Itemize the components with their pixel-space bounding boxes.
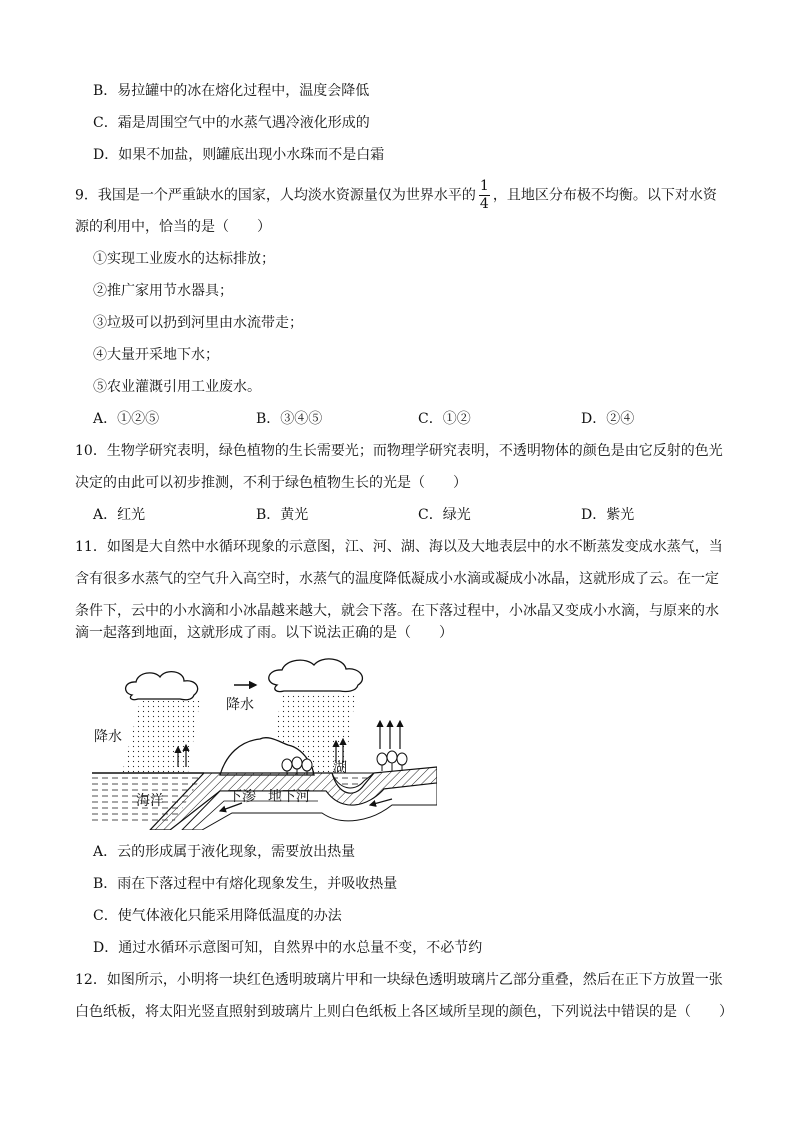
q9-stem-part1: 9．我国是一个严重缺水的国家，人均淡水资源量仅为世界水平的	[75, 187, 476, 204]
q10-stem-line2: 决定的由此可以初步推测，不利于绿色植物生长的光是（ ）	[75, 475, 467, 491]
q9-fraction	[479, 178, 490, 213]
q9-item-2: ②推广家用节水器具；	[93, 283, 233, 299]
label-ocean: 海洋	[136, 793, 164, 809]
q11-option-a: A．云的形成属于液化现象，需要放出热量	[93, 844, 356, 860]
q12-stem-line1: 12．如图所示，小明将一块红色透明玻璃片甲和一块绿色透明玻璃片乙部分重叠，然后在正下方放置一张	[75, 972, 723, 988]
q9-option-a: A．①②⑤	[93, 411, 160, 427]
q9-item-5: ⑤农业灌溉引用工业废水。	[93, 379, 261, 395]
plant-transpiration-arrows	[380, 721, 400, 749]
label-seep: 下渗	[228, 789, 256, 805]
q9-item-4: ④大量开采地下水；	[93, 347, 219, 363]
q10-option-a: A．红光	[93, 507, 146, 523]
trees-left	[282, 757, 312, 775]
q10-option-b: B．黄光	[256, 507, 309, 523]
q11-stem-line3: 条件下，云中的小水滴和小冰晶越来越大，就会下落。在下落过程中，小冰晶又变成小水滴，与原来的水	[75, 603, 719, 619]
label-rain-left: 降水	[94, 729, 122, 745]
trees-right	[377, 751, 407, 771]
q9-stem-line2: 源的利用中，恰当的是（ ）	[75, 219, 271, 235]
q11-option-c: C．使气体液化只能采用降低温度的办法	[93, 908, 342, 924]
label-lake: 湖	[333, 760, 347, 776]
left-cloud	[126, 672, 198, 700]
q11-stem-line2: 含有很多水蒸气的空气升入高空时，水蒸气的温度降低凝成小水滴或凝成小冰晶，这就形成了云。在一定	[75, 571, 719, 587]
q9-stem-part2: ，且地区分布极不均衡。以下对水资	[492, 187, 717, 204]
q9-item-3: ③垃圾可以扔到河里由水流带走；	[93, 315, 303, 331]
label-underground-river: 地下河	[268, 789, 310, 805]
left-rain	[122, 701, 200, 773]
q9-fraction-numerator: 1	[479, 178, 489, 194]
q11-stem-line4: 滴一起落到地面，这就形成了雨。以下说法正确的是（ ）	[75, 625, 453, 641]
q12-stem-line2: 白色纸板，将太阳光竖直照射到玻璃片上则白色纸板上各区域所呈现的颜色，下列说法中错误的是（ ）	[75, 1004, 733, 1020]
label-rain-top: 降水	[226, 697, 254, 713]
q9-stem-line1	[75, 178, 717, 213]
q9-option-b: B．③④⑤	[256, 411, 323, 427]
q9-option-c: C．①②	[418, 411, 471, 427]
q8-option-d: D．如果不加盐，则罐底出现小水珠而不是白霜	[93, 147, 385, 163]
q8-option-b: B．易拉罐中的冰在熔化过程中，温度会降低	[93, 83, 370, 99]
q10-option-d: D．紫光	[581, 507, 635, 523]
q11-option-b: B．雨在下落过程中有熔化现象发生，并吸收热量	[93, 876, 398, 892]
q8-option-c: C．霜是周围空气中的水蒸气遇冷液化形成的	[93, 115, 370, 131]
q11-option-d: D．通过水循环示意图可知，自然界中的水总量不变，不必节约	[93, 940, 483, 956]
q9-item-1: ①实现工业废水的达标排放；	[93, 251, 275, 267]
q10-option-c: C．绿光	[418, 507, 471, 523]
water-cycle-diagram	[92, 655, 437, 830]
q10-stem-line1: 10．生物学研究表明，绿色植物的生长需要光；而物理学研究表明，不透明物体的颜色是由它反射的色光	[75, 443, 723, 459]
q9-option-d: D．②④	[581, 411, 635, 427]
q9-fraction-denominator: 4	[479, 196, 489, 212]
q11-stem-line1: 11．如图是大自然中水循环现象的示意图，江、河、湖、海以及大地表层中的水不断蒸发变成水蒸气，当	[75, 539, 723, 555]
right-cloud	[269, 659, 363, 692]
